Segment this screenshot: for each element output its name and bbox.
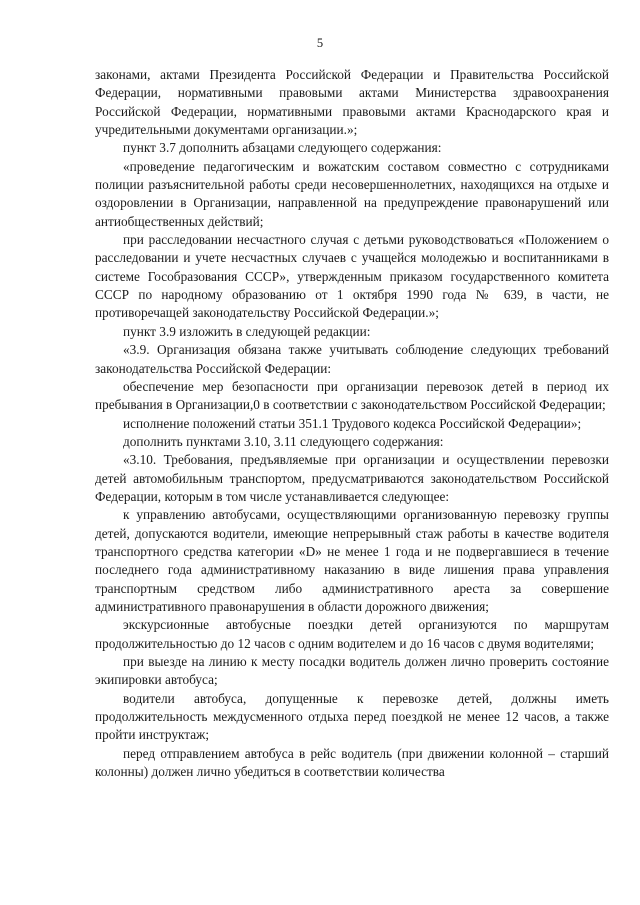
- paragraph: водители автобуса, допущенные к перевозке детей, должны иметь продолжительность междусменного отдыха перед поездкой не менее 12 часов, а также пройти инструктаж;: [95, 690, 609, 743]
- paragraph: к управлению автобусами, осуществляющими организованную перевозку группы детей, допускаются водители, имеющие непрерывный стаж работы в качестве водителя транспортного средства категории «D» не менее 1 года и не подвергавшиеся в течение последнего года административному наказанию в виде лишения права управления транспортным средством либо административного ареста за совершение административного правонарушения в области дорожного движения;: [95, 507, 609, 614]
- paragraph: законами, актами Президента Российской Федерации и Правительства Российской Федерации, нормативными правовыми актами Министерства здравоохранения Российской Федерации, нормативными правовыми актами Краснодарского края и учредительными документами организации.»;: [95, 67, 609, 138]
- paragraph: экскурсионные автобусные поездки детей организуются по маршрутам продолжительностью до 12 часов с одним водителем и до 16 часов с двумя водителями;: [95, 617, 609, 651]
- paragraph: «проведение педагогическим и вожатским составом совместно с сотрудниками полиции разъяснительной работы среди несовершеннолетних, находящихся на отдыхе и оздоровлении в Организации, направленной на предупреждение правонарушений или антиобщественных действий;: [95, 158, 609, 229]
- paragraph: при выезде на линию к месту посадки водитель должен лично проверить состояние экипировки автобуса;: [95, 654, 609, 688]
- paragraph: при расследовании несчастного случая с детьми руководствоваться «Положением о расследовании и учете несчастных случаев с учащейся молодежью и воспитанниками в системе Гособразования СССР», утвержденным приказом государственного комитета СССР по народному образованию от 1 октября 1990 года № 639, в части, не противоречащей законодательству Российской Федерации.»;: [95, 232, 609, 321]
- paragraph: пункт 3.9 изложить в следующей редакции:: [123, 323, 371, 339]
- paragraph: перед отправлением автобуса в рейс водитель (при движении колонной – старший колонны) должен лично убедиться в соответствии количества: [95, 745, 609, 780]
- paragraph: «3.10. Требования, предъявляемые при организации и осуществлении перевозки детей автомобильным транспортом, предусматриваются законодательством Российской Федерации, которым в том числе устанавливается следующее:: [95, 452, 609, 504]
- page-number: 5: [316, 36, 324, 50]
- paragraph: «3.9. Организация обязана также учитывать соблюдение следующих требований законодательства Российской Федерации:: [95, 342, 609, 376]
- paragraph: дополнить пунктами 3.10, 3.11 следующего содержания:: [123, 433, 444, 449]
- paragraph: обеспечение мер безопасности при организации перевозок детей в период их пребывания в Организации,0 в соответствии с законодательством Российской Федерации;: [95, 378, 609, 413]
- paragraph: исполнение положений статьи 351.1 Трудового кодекса Российской Федерации»;: [123, 415, 582, 431]
- paragraph: пункт 3.7 дополнить абзацами следующего содержания:: [123, 140, 442, 156]
- document-body: [95, 66, 609, 781]
